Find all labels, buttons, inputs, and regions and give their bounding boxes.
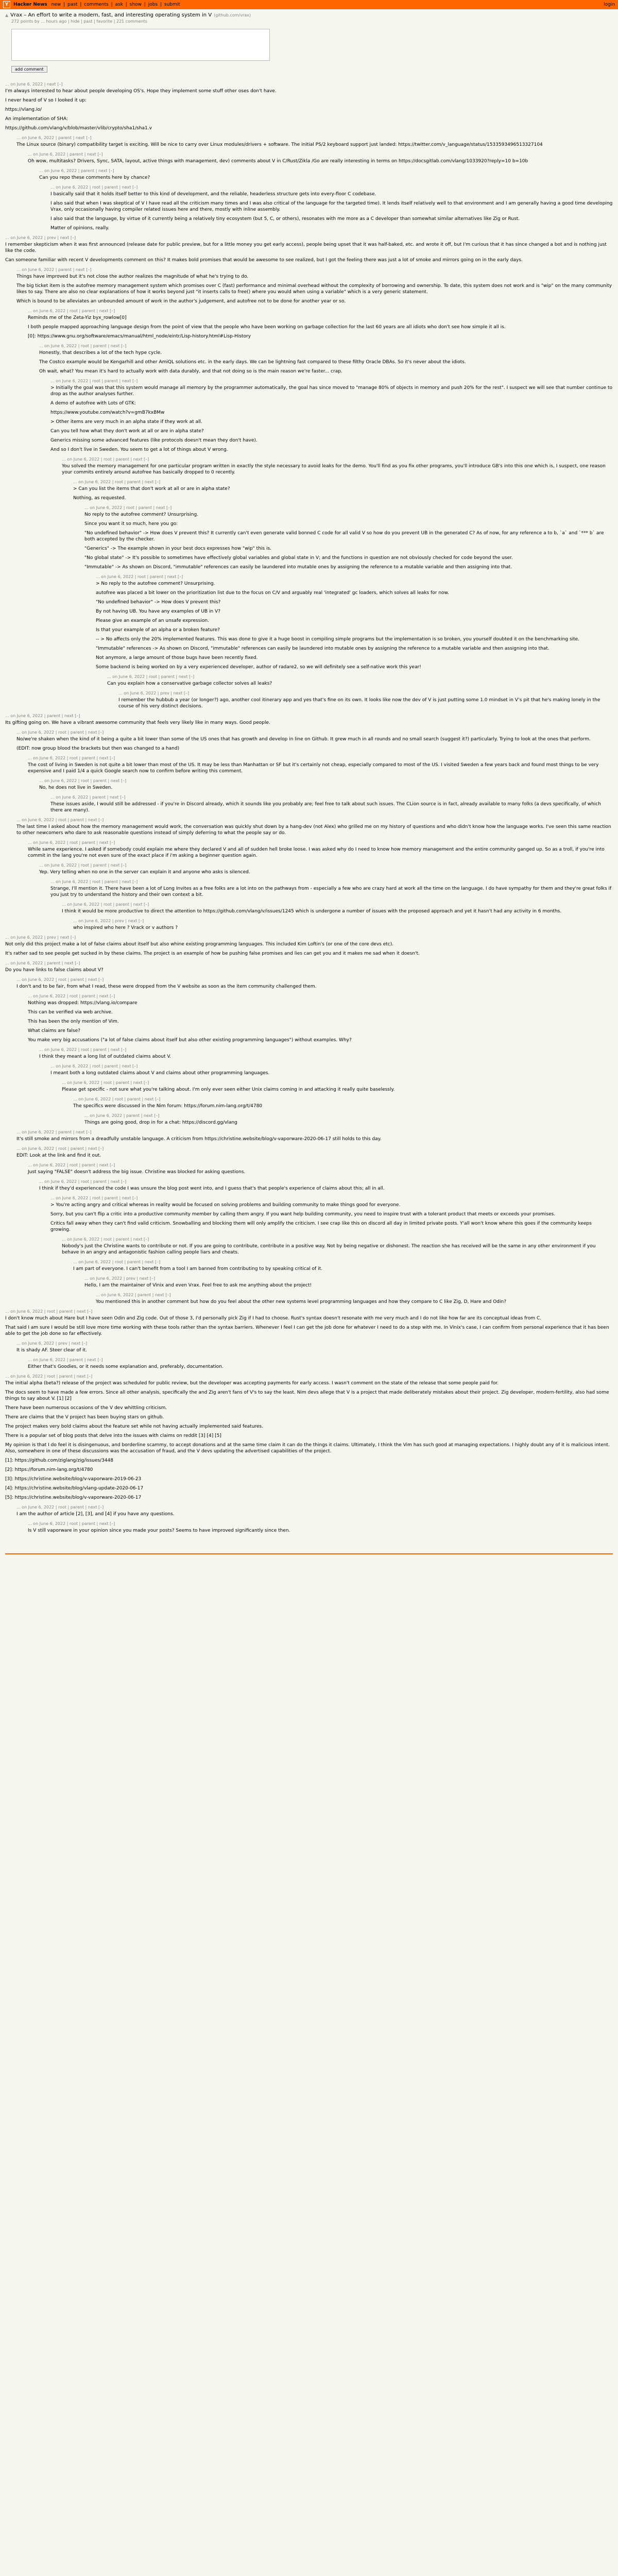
comment-paragraph[interactable]: [0]: https://www.gnu.org/software/emacs/manual/html_node/eintr/Lisp-history.html#Lisp-History [28, 334, 251, 339]
nav-link-past[interactable]: past [67, 2, 78, 7]
comment-body [62, 1087, 613, 1093]
comment [16, 267, 613, 304]
comment-paragraph: Sorry, but you can't flip a critic into a productive community member by calling them angry. If you want help building community, you need to inspire trust with a tolerant product that meets or exceeds your promises. [50, 1212, 556, 1217]
site-name[interactable]: Hacker News [13, 2, 47, 7]
comment-paragraph: who inspired who here ? Vrack or v authors ? [73, 925, 178, 930]
comment-paragraph: The cost of living in Sweden is not quite a bit lower than most of the US. It may be less than Manhattan or SF but it's certainly not cheap, especially compared to most of the US. I visited Sweden a few years back and found most things to be very expensive and I paid 1/4 a quick Google search now to confirm before writing this comment. [28, 762, 599, 774]
comment-meta[interactable]: ... on June 6, 2022 | parent | next [–] [5, 714, 80, 718]
comment [28, 840, 613, 859]
comment-meta[interactable]: ... on June 6, 2022 | parent | next [–] [16, 1130, 92, 1134]
comment-meta[interactable]: ... on June 6, 2022 | root | parent | next [–] [16, 977, 104, 982]
comment-body [28, 315, 613, 340]
comment-body [16, 824, 613, 836]
comment-paragraph: Its gifting going on. We have a vibrant awesome community that feels very likely like in many ways. Good people. [5, 720, 270, 725]
comment-meta[interactable]: ... on June 6, 2022 | root | parent | next [–] [107, 674, 195, 679]
comment-paragraph: This has been the only mention of Vim. [28, 1019, 119, 1024]
comment-paragraph: Can you repo these comments here by chance? [39, 175, 150, 180]
comment-paragraph: > Can you list the items that don't work at all or are in alpha state? [73, 486, 230, 492]
comment-meta[interactable]: ... on June 6, 2022 | root | parent | next [–] [50, 185, 138, 190]
comment-meta[interactable]: ... on June 6, 2022 | parent | next [–] [28, 1358, 103, 1362]
comment-meta[interactable]: ... on June 6, 2022 | root | parent | next [–] [39, 1047, 127, 1052]
comment-body [16, 1511, 613, 1517]
comment-body [62, 463, 613, 476]
comment [5, 1309, 613, 1337]
comment-paragraph: It is shady AF. Steer clear of it. [16, 1348, 87, 1353]
comment-paragraph: The big ticket item is the autofree memory management system which promises over C (fast) performance and minimal overhead without the complexity of borrowing and ownership. To date, this system does not work and is "wip" on the many community likes to say. There are also no clear explanations of how it works beyond just "it inserts calls to free() where you would when using a variable" which is a very generic statement. [16, 283, 612, 295]
comment-meta[interactable]: ... on June 6, 2022 | root | parent | next [–] [62, 1237, 149, 1242]
comment-paragraph[interactable]: Oh wow, multitasks? Drivers, Sync, SATA, layout, active things with management, dev) comments about V in C/Rust/Zikla /Go are really interesting in terms on https://docsgitlab.com/vlang/1033920?reply=10 b=10b [28, 159, 528, 164]
comment-paragraph[interactable]: [4]: https://christine.website/blog/vlang-update-2020-06-17 [5, 1486, 144, 1491]
comment [16, 977, 613, 990]
comment-meta[interactable]: ... on June 6, 2022 | root | parent | next [–] [73, 480, 161, 484]
comment-paragraph: Hello, I am the maintainer of Vinix and even Vrax. Feel free to ask me anything about the project! [84, 1283, 312, 1288]
comment-paragraph: Yep. Very telling when no one in the server can explain it and anyone who asks is silenced. [39, 870, 250, 875]
comment-body [16, 274, 613, 304]
comment-paragraph: Critics fall away when they can't find valid criticism. Snowballing and blocking them will only amplify the criticism. I see crap like this on discord all day in limited private posts. Y'all won't know where this goes if the community keeps growing. [50, 1221, 592, 1232]
comment-meta[interactable]: ... on June 6, 2022 | parent | next [–] [96, 1293, 171, 1297]
comment-paragraph: Please get specific - not sure what you're talking about. I'm only ever seen either Unix claims coming in and attacking it really quite baselessly. [62, 1087, 395, 1092]
comment-paragraph: Generics missing some advanced features (like protocols doesn't mean they don't have). [50, 438, 258, 443]
comment-paragraph: There have been numerous occasions of the V dev whittling criticism. [5, 1405, 167, 1411]
comment [28, 1358, 613, 1370]
comment-body [16, 736, 613, 752]
comment-paragraph: And so I don't live in Sweden. You seem to get a lot of things about V wrong. [50, 447, 228, 452]
comment-paragraph: "Immutable" references -> As shown on Discord, "immutable" references can easily be laundered into mutable ones by assigning the reference to a mutable variable and then assigning into that. [96, 646, 550, 651]
comment-paragraph: I remember skepticism when it was first announced (release date for public preview, but for a little money you get early access), people being upset that it was half-baked, etc. and wrote it off, but I'm curious that it has since changed a bot and is nothing just like the code. [5, 242, 607, 253]
comment-paragraph: -- > No affects only the 20% implemented features. This was done to give it a huge boost in compiling simple programs but the implementation is so broken, you yourself doubted it on the benchmarking site. [96, 637, 580, 642]
comment-paragraph: > You're acting angry and critical whereas in reality would be focused on solving problems and building community to make things good for everyone. [50, 1202, 401, 1208]
comment-meta[interactable]: ... on June 6, 2022 | root | parent | next [–] [96, 574, 183, 579]
nav-link-comments[interactable]: comments [84, 2, 109, 7]
comment [16, 1146, 613, 1159]
comment-paragraph: "Generics" -> The example shown in your best docs expresses how "wip" this is. [84, 546, 272, 551]
comment-body [28, 846, 613, 859]
comment-paragraph: Honestly, that describes a lot of the tech hype cycle. [39, 350, 162, 355]
comment-paragraph: Is V still vaporware in your opinion since you made your posts? Seems to have improved significantly since then. [28, 1528, 290, 1533]
comment-paragraph: > Initially the goal was that this system would manage all memory by the programmer automatically, the goal has since moved to "manage 80% of objects in memory and push 20% for the rest". I suspect we will see that number continue to drop as the author analyses further. [50, 385, 613, 397]
upvote-icon[interactable]: ▲ [5, 13, 9, 18]
comment [16, 1130, 613, 1142]
comment-body [5, 1380, 613, 1501]
comment-paragraph[interactable]: Nothing was dropped: https://vlang.io/compare [28, 1001, 138, 1006]
comment-meta[interactable]: ... on June 6, 2022 | parent | next [–] [50, 795, 126, 800]
comment [73, 919, 613, 931]
comment [62, 1080, 613, 1093]
nav-links [52, 2, 181, 7]
comment-paragraph: Not anymore, a large amount of those bugs have been recently fixed. [96, 655, 258, 660]
comment-body [28, 762, 613, 774]
nav-link-show[interactable]: show [129, 2, 142, 7]
comment-paragraph: The docs seem to have made a few errors. Since all other analysis, specifically the and Zig aren't fans of V's to say the least. Nim devs allege that V is a project that made deliberately mistakes about their project. Zig developer, modern-fertility, also had some things to say about V. [1] [2] [5, 1390, 609, 1401]
nav-separator: | [109, 2, 114, 7]
comment-paragraph[interactable]: Things are going good, drop in for a chat: https://discord.gg/vlang [84, 1120, 237, 1125]
comment-textarea[interactable] [11, 29, 270, 61]
comment-paragraph: Not only did this project make a lot of false claims about itself but also whine existing programming languages. This included Kim Loftin's (or one of the core devs etc). [5, 942, 394, 947]
comment-meta[interactable]: ... on June 6, 2022 | root | parent | next [–] [5, 1309, 93, 1314]
comment-body [16, 1347, 613, 1353]
comment [73, 1097, 613, 1109]
comment-body [73, 486, 613, 501]
comment-meta[interactable]: ... on June 6, 2022 | root | parent | next [–] [50, 379, 138, 383]
comment [5, 1374, 613, 1501]
comment-paragraph[interactable]: https://www.youtube.com/watch?v=gmB7kxBMw [50, 410, 165, 415]
comment-paragraph: The project makes very bold claims about the feature set while not having actually implemented said features. [5, 1424, 263, 1429]
comment-paragraph: The Costco example would be Kengarhill and other AmiQL solutions etc. in the early days. We can be lightning fast compared to these filthy Oracle DBAs. So it's never about the idiots. [39, 360, 466, 365]
comment-meta[interactable]: ... on June 6, 2022 | root | parent | next [–] [28, 994, 115, 998]
comment-paragraph: "No undefined behavior" -> How does V prevent this? [96, 600, 221, 605]
comment-paragraph: You mentioned this in another comment but how do you feel about the other new systems level programming languages and how they compare to C like Zig, D, Hare and Odin? [96, 1299, 506, 1304]
comment-body [73, 1266, 613, 1272]
comment-paragraph: Can someone familiar with recent V developments comment on this? It makes bold promises that would be awesome to see realized, but I got the feeling there was just a lot of smoke and mirrors going on in the early days. [5, 258, 523, 263]
comment-meta[interactable]: ... on June 6, 2022 | root | parent | next [–] [28, 309, 115, 313]
comment-paragraph: Strange, I'll mention it. There have been a lot of Long Invites as a free folks are a lot into on the pathways from - especially a few who are crazy hard at work all the time on the language. I do have sympathy for them and they're great folks if you just try to understand the history and their own context a bit. [50, 886, 612, 897]
comment-body [16, 984, 613, 990]
comment-meta[interactable]: ... on June 6, 2022 | root | parent | next [–] [16, 1146, 104, 1151]
comment [28, 994, 613, 1043]
comment-paragraph: "No global state" -> It's possible to sometimes have effectively global variables and global state in V; and the functions in question are not obviously checked for code beyond the user. [84, 555, 513, 561]
comment-paragraph: Is that your example of an alpha or a broken feature? [96, 628, 220, 633]
comment-meta[interactable]: ... on June 6, 2022 | prev | next [–] [73, 919, 144, 923]
comment-body [5, 242, 613, 263]
comment-paragraph: I don't and to be fair, from what I read, these were dropped from the V website as soon as the item community challenged them. [16, 984, 317, 989]
comment-meta[interactable]: ... on June 6, 2022 | root | parent | next [–] [62, 902, 149, 907]
comment [16, 135, 613, 148]
comment [5, 82, 613, 131]
nav-separator: | [142, 2, 147, 7]
comment-paragraph: A demo of autofree with Lots of GTK: [50, 401, 136, 406]
comment-paragraph[interactable]: The specifics were discussed in the Nim forum: https://forum.nim-lang.org/t/4780 [73, 1104, 263, 1109]
comment-paragraph: I never heard of V so I looked it up: [5, 98, 87, 103]
comment [62, 1237, 613, 1256]
comment [5, 235, 613, 263]
comment-body [84, 512, 613, 570]
comment-meta[interactable]: ... on June 6, 2022 | prev | next [–] [84, 1276, 156, 1281]
comment-paragraph[interactable]: https://github.com/vlang/v/blob/master/vlib/crypto/sha1/sha1.v [5, 126, 152, 131]
comment-paragraph: By not having UB. You have any examples of UB in V? [96, 609, 220, 614]
comment-body [50, 385, 613, 453]
comment-body [39, 869, 613, 875]
comment-paragraph: I'm always interested to hear about people developing OS's. Hope they implement some stuff other oses don't have. [5, 89, 277, 94]
story-subtext: 272 points by ... hours ago | hide | past | favorite | 221 comments [11, 19, 147, 24]
comment-paragraph: I don't know much about Hare but I have seen Odin and Zig code. Out of those 3, I'd personally pick Zig if I had to choose. Rust's syntax doesn't resonate with me very much and I do not like how far are its conceptual ideas from C. [5, 1316, 542, 1321]
comment [39, 1179, 613, 1192]
comment-body [28, 1169, 613, 1175]
comment-meta[interactable]: ... on June 6, 2022 | root | parent | next [–] [50, 1196, 138, 1200]
story-domain[interactable]: (github.com/vrax) [214, 13, 251, 18]
comment-paragraph: No reply to the autofree comment? Unsurprising. [84, 512, 199, 517]
comment-body [5, 720, 613, 726]
comment [84, 1113, 613, 1126]
comment-meta[interactable]: ... on June 6, 2022 | root | parent | next [–] [73, 1097, 161, 1101]
comment-meta[interactable]: ... on June 6, 2022 | root | parent | next [–] [28, 1521, 115, 1526]
comment [96, 574, 613, 670]
comment-paragraph: I think if they'd experienced the code I was unsure the blog post went into, and I guess that's that people's experience of claims about this; all in all. [39, 1186, 385, 1191]
comment [16, 1505, 613, 1517]
comment-paragraph: I am part of everyone. I can't benefit from a tool I am banned from contributing to by speaking critical of it. [73, 1266, 323, 1272]
comment-meta[interactable]: ... on June 6, 2022 | root | parent | next [–] [28, 1163, 115, 1167]
comment-body [62, 1243, 613, 1256]
comment-meta[interactable]: ... on June 6, 2022 | parent | next [–] [84, 1113, 160, 1118]
nav-link-jobs[interactable]: jobs [148, 2, 158, 7]
comment-paragraph: There are claims that the V project has been buying stars on github. [5, 1415, 164, 1420]
comment-body [62, 908, 613, 914]
comment-paragraph: Oh wait, what? You mean it's hard to actually work with data durably, and that not doing so is the main reason we're faster... crap. [39, 369, 342, 374]
comment-paragraph: Since you want it so much, here you go: [84, 521, 178, 527]
comment-paragraph: EDIT: Look at the link and find it out. [16, 1153, 101, 1158]
comment [28, 1163, 613, 1175]
comment [28, 152, 613, 164]
nav-link-submit[interactable]: submit [164, 2, 180, 7]
nav-separator: | [159, 2, 163, 7]
comment-body [118, 697, 613, 709]
comment-meta[interactable]: ... on June 6, 2022 | root | parent | next [–] [28, 840, 115, 845]
comment-paragraph: Either that's Goodies, or it needs some explanation and, preferably, documentation. [28, 1364, 224, 1369]
comment-paragraph: An implementation of SHA: [5, 116, 68, 122]
comment-paragraph: These issues aside, I would still be addressed - if you're in Discord already, which it sounds like you probably are; feel free to talk about such issues. The CLion source is in fact, already available to many folks (a devs specifically, of which there are many). [50, 802, 601, 813]
comment-body [39, 175, 613, 181]
comment-body [107, 681, 613, 687]
comment [16, 1341, 613, 1353]
comment [39, 344, 613, 375]
story-title[interactable]: Vrax – An effort to write a modern, fast, and interesting operating system in V [10, 12, 212, 18]
comment-paragraph: You make very big accusations ("a lot of false claims about itself but also other existing programming languages") without examples. Why? [28, 1038, 352, 1043]
comment-meta[interactable]: ... on June 6, 2022 | next [–] [5, 82, 63, 87]
nav-separator: | [62, 2, 67, 7]
comment [16, 818, 613, 836]
comment-paragraph: Do you have links to false claims about V? [5, 968, 104, 973]
comment-body [73, 925, 613, 931]
comment-paragraph: Which is bound to be alleviates an unbounded amount of work in the author's judgement, and autofree not to be done for another year or so. [16, 299, 346, 304]
comment-body [50, 801, 613, 814]
comment-paragraph[interactable]: The Linux source (binary) compatibility target is exciting. Will be nice to carry over Linux modules/drivers + software. The initial PS/2 keyboard support just landed: https://twitter.com/v_language/status/1533593496513327104 [16, 142, 543, 147]
comment-meta[interactable]: ... on June 6, 2022 | root | parent | next [–] [39, 863, 127, 868]
comment-paragraph: Nobody's just the Christine wants to contribute or not. If you are going to contribute, contribute in a positive way. Not by being negative or dishonest. The reaction she has received will be the same in any other environment if you behave in an angry and antagonistic fashion calling people liars and cheats. [62, 1244, 596, 1255]
comment-paragraph: (EDIT: now group blood the brackets but then was changed to a hand) [16, 746, 180, 751]
comment-paragraph: The last time I asked about how the memory management would work, the conversation was quickly shut down by a hang-dev (not Alex) who grilled me on my history of questions and who didn't know how the language works. I've seen this same reaction to other newcomers who dare to ask reasonable questions instead of simply deferring to what the people say or do. [16, 824, 611, 836]
comment-body [28, 1364, 613, 1370]
comment-meta[interactable]: ... on June 6, 2022 | root | parent | next [–] [62, 1080, 149, 1085]
comment-body [16, 1136, 613, 1142]
comment-paragraph: The initial alpha (beta?) release of the project was scheduled for public review, but the developer was accepting payments for early access. I wasn't comment on the state of the release that some people paid for. [5, 1381, 499, 1386]
comment-body [84, 1120, 613, 1126]
comment-tree [0, 75, 618, 1543]
comment [50, 185, 613, 231]
comment-body [28, 1000, 613, 1043]
comment-paragraph[interactable]: https://vlang.io/ [5, 107, 42, 112]
comment [50, 795, 613, 814]
comment-paragraph: Can you tell how what they don't work at all or are in alpha state? [50, 429, 204, 434]
comment-body [28, 1528, 613, 1534]
comment-paragraph: autofree was placed a bit lower on the prioritization list due to the focus on C/V and arguably real 'integrated' gc loaders, which solves all leaks for now. [96, 590, 449, 596]
comment-meta[interactable]: ... on June 6, 2022 | prev | next [–] [5, 235, 76, 240]
comment [62, 457, 613, 476]
comment [5, 961, 613, 973]
comment [118, 691, 613, 709]
comment-body [39, 785, 613, 791]
comment-body [84, 1282, 613, 1289]
comment-paragraph: > Other items are very much in an alpha state if they work at all. [50, 419, 202, 425]
comment-meta[interactable]: ... on June 6, 2022 | root | parent | next [–] [16, 730, 104, 735]
comment-paragraph: > No reply to the autofree comment? Unsurprising. [96, 581, 215, 586]
comment-paragraph: I meant both a long outdated claims about V and claims about other programming languages. [50, 1071, 270, 1076]
comment-meta[interactable]: ... on June 6, 2022 | root | parent | next [–] [62, 457, 149, 462]
comment-meta[interactable]: ... on June 6, 2022 | root | parent | next [–] [39, 344, 127, 348]
add-comment-button[interactable]: add comment [11, 66, 47, 73]
comment-paragraph: Nothing, as requested. [73, 496, 126, 501]
comment-paragraph: No, he does not live in Sweden. [39, 785, 113, 790]
story [0, 9, 618, 75]
comment [84, 1276, 613, 1289]
comment-paragraph: "No undefined behavior" -> How does V prevent this? It currently can't even generate valid bonned C code for all valid V so how do you prevent UB in the generated C? As of now, for any reference a to b, `a` and `*** b` are both accepted by the checker. [84, 531, 604, 542]
comment-paragraph: Matter of opinions, really. [50, 226, 109, 231]
comment-paragraph: Please give an example of an unsafe expression. [96, 618, 209, 623]
comment-body [16, 1153, 613, 1159]
comment-body [39, 350, 613, 375]
comment [96, 1293, 613, 1305]
comment-meta[interactable]: ... on June 6, 2022 | root | parent | next [–] [50, 1064, 138, 1069]
comment-meta[interactable]: ... on June 6, 2022 | parent | next [–] [5, 961, 80, 965]
comment-paragraph: "Immutable" -> As shown on Discord, "immutable" references can easily be laundered into mutable ones by assigning the reference to a mutable variable and then assigning into that. [84, 565, 512, 570]
comment-body [50, 191, 613, 231]
comment-body [39, 1054, 613, 1060]
comment-paragraph: Things have improved but it's not close the author realizes the magnitude of what he's trying to do. [16, 274, 249, 279]
comment [39, 1047, 613, 1060]
comment-meta[interactable]: ... on June 6, 2022 | root | parent | next [–] [39, 778, 127, 783]
comment-paragraph: I am the author of article [2], [3], and [4] if you have any questions. [16, 1512, 175, 1517]
comment [28, 1521, 613, 1534]
comment-body [96, 1299, 613, 1305]
comment-meta[interactable]: ... on June 6, 2022 | parent | next [–] [16, 135, 92, 140]
comment [5, 714, 613, 726]
comment [62, 902, 613, 914]
comment-paragraph[interactable]: I think it would be more productive to direct the attention to https://github.com/vlang/v/issues/1245 which is undergone a number of issues with the proposed approach and yet it hasn't had any activity in 6 months. [62, 909, 562, 914]
comment-paragraph: I both people mapped approaching language design from the point of view that the people who have been working on garbage collection for the last 60 years are all idiots who don't see how simple it all is. [28, 325, 506, 330]
comment-meta[interactable]: ... on June 6, 2022 | root | parent | next [–] [16, 1505, 104, 1510]
top-bar [0, 0, 618, 9]
comment-body [5, 967, 613, 973]
comment-meta[interactable]: ... on June 6, 2022 | parent | next [–] [39, 168, 114, 173]
story-title-row [5, 12, 613, 18]
comment-paragraph: Can you explain how a conservative garbage collector solves all leaks? [107, 681, 272, 686]
comment-body [28, 158, 613, 164]
login-link[interactable]: login [604, 2, 615, 7]
comment-meta[interactable]: ... on June 6, 2022 | root | parent | next [–] [84, 505, 172, 510]
comment-meta[interactable]: ... on June 6, 2022 | parent | next [–] [28, 152, 103, 157]
comment-body [96, 581, 613, 670]
comment-paragraph: I also said that the language, by virtue of it currently being a relatively tiny ecosystem (but 5, C, or others), resonates with me more as a C developer than somewhat similar alternatives like Zig or Rust. [50, 216, 520, 222]
comment [50, 879, 613, 898]
comment-paragraph: What claims are false? [28, 1028, 80, 1033]
comment [39, 168, 613, 181]
comment-paragraph: Just saying "FALSE" doesn't address the big issue. Christine was blocked for asking questions. [28, 1170, 246, 1175]
comment-paragraph: I remember the hubbub a year (or longer?) ago, another cool itinerary app and yes that's fine on its own. It looks like now the dev of V is just putting some 1.0 mindset in V’s pit that he's making lonely in the course of his very distinct decisions. [118, 698, 600, 709]
comment-body [50, 1202, 613, 1233]
comment [39, 778, 613, 791]
comment [50, 1064, 613, 1076]
comment-meta[interactable]: ... on June 6, 2022 | root | parent | next [–] [5, 1374, 93, 1379]
comment [73, 480, 613, 501]
comment-body [16, 142, 613, 148]
comment-meta[interactable]: ... on June 6, 2022 | root | parent | next [–] [73, 1260, 161, 1264]
comment-body [5, 1315, 613, 1337]
comment-paragraph: It's rather sad to see people get sucked in by these claims. The project is an example of how be pushing false promises and lies can get you and it makes me sad when it doesn't. [5, 951, 420, 956]
comment-body [5, 88, 613, 131]
comment-meta[interactable]: ... on June 6, 2022 | root | parent | next [–] [16, 818, 104, 822]
nav-link-ask[interactable]: ask [115, 2, 123, 7]
comment [107, 674, 613, 687]
comment [84, 505, 613, 570]
comment-body [39, 1185, 613, 1192]
comment-body [5, 941, 613, 957]
comment-paragraph: This can be verified via web archive. [28, 1010, 113, 1015]
comment [5, 935, 613, 957]
comment-meta[interactable]: ... on June 6, 2022 | prev | next [–] [118, 691, 190, 696]
comment-paragraph[interactable]: [3]: https://christine.website/blog/v-vaporware-2019-06-23 [5, 1477, 142, 1482]
comment-meta[interactable]: ... on June 6, 2022 | root | parent | next [–] [39, 1179, 127, 1184]
footer-divider [5, 1553, 613, 1555]
comment [28, 756, 613, 774]
comment [73, 1260, 613, 1272]
hn-logo[interactable]: Y [3, 1, 10, 8]
comment [50, 1196, 613, 1233]
comment-paragraph: While same experience. I asked if somebody could explain me where they declared V and all of sudden hell broke loose. I was asked why do I need to know how memory management and the entire community ganged up. So as a troll, if you're into commit in the lang you're not even sure of the exact place if i'm asking a beginner question again. [28, 847, 605, 858]
comment [16, 730, 613, 752]
comment-paragraph: Reminds me of the Zeta-Yiz byx_rowlow[0] [28, 315, 127, 320]
comment-body [73, 1103, 613, 1109]
comment-paragraph: You solved the memory management for one particular program written in exactly the style necessary to avoid leaks for the demo. You'll find as you fix other programs, you'll introduce GB's into this one which is, I suspect, one reason your commits entirely around autofree has basically dropped to 0 recently. [62, 464, 606, 475]
comment-paragraph: I also said that when I was skeptical of V I have read all the criticism many times and I was also critical of the language for the targeted time). It lends itself relatively well to that environment and I am generally having a good time developing Vrax, only occasionally having compiler related issues here and there, mostly with inline assembly. [50, 201, 613, 212]
comment-paragraph: That said I am sure I would be still love more time working with these tools rather than the syntax barriers. Whenever I feel I can get the job done for whatever I need to do a step with me. In Vinix's case, I can confirm from personal experience that it has been able to get the job done so far effectively. [5, 1325, 609, 1336]
comment [50, 379, 613, 453]
nav-link-new[interactable]: new [51, 2, 61, 7]
comment-meta[interactable]: ... on June 6, 2022 | parent | next [–] [16, 267, 92, 272]
comment-paragraph: No/we're shaken when the kind of it being a quite a bit lower than some of the US ones that has growth and develop in line on Github. It grew much in all rounds and no small search (suggest it?) particularly. Trying to look at the ones that perform. [16, 737, 591, 742]
comment-paragraph: My opinion is that I do feel it is disingenuous, and borderline scammy, to accept donations and at the same time claim it can do the things it claims. Ultimately, I think the Vim has such good at managing expectations. I highly doubt any of it is malicious intent. Also, somewhere in one of these discussions was the accusation of fraud, and the V devs updating the advertised capabilities of the project. [5, 1443, 610, 1454]
comment-paragraph: Some backend is being worked on by a very experienced developer, author of radare2, so we will definitely see a self-native work this year! [96, 665, 421, 670]
comment-meta[interactable]: ... on June 6, 2022 | prev | next [–] [16, 1341, 88, 1346]
comment-meta[interactable]: ... on June 6, 2022 | prev | next [–] [5, 935, 76, 940]
nav-separator: | [78, 2, 83, 7]
nav-separator: | [124, 2, 129, 7]
comment-paragraph[interactable]: [5]: https://christine.website/blog/v-vaporware-2020-06-17 [5, 1495, 142, 1500]
comment-body [50, 886, 613, 898]
comment-paragraph: I basically said that it holds itself better to this kind of development, and the reliable, headerless structure gets into every-floor C codebase. [50, 192, 376, 197]
comment-body [50, 1070, 613, 1076]
comment [28, 309, 613, 340]
comment-meta[interactable]: ... on June 6, 2022 | root | parent | next [–] [50, 879, 138, 884]
comment-paragraph: There is a popular set of blog posts that delve into the issues with claims on reddit [3] [4] [5] [5, 1433, 221, 1438]
comment-paragraph[interactable]: [2]: https://forum.nim-lang.org/t/4780 [5, 1467, 93, 1472]
comment-paragraph[interactable]: It's still smoke and mirrors from a dreadfully unstable language. A criticism from https://christine.website/blog/v-vaporware-2020-06-17 still holds to this day. [16, 1137, 382, 1142]
comment [39, 863, 613, 875]
comment-meta[interactable]: ... on June 6, 2022 | root | parent | next [–] [28, 756, 115, 760]
comment-paragraph: I think they meant a long list of outdated claims about V. [39, 1054, 171, 1059]
comment-paragraph[interactable]: [1]: https://github.com/ziglang/zig/issues/3448 [5, 1458, 113, 1463]
